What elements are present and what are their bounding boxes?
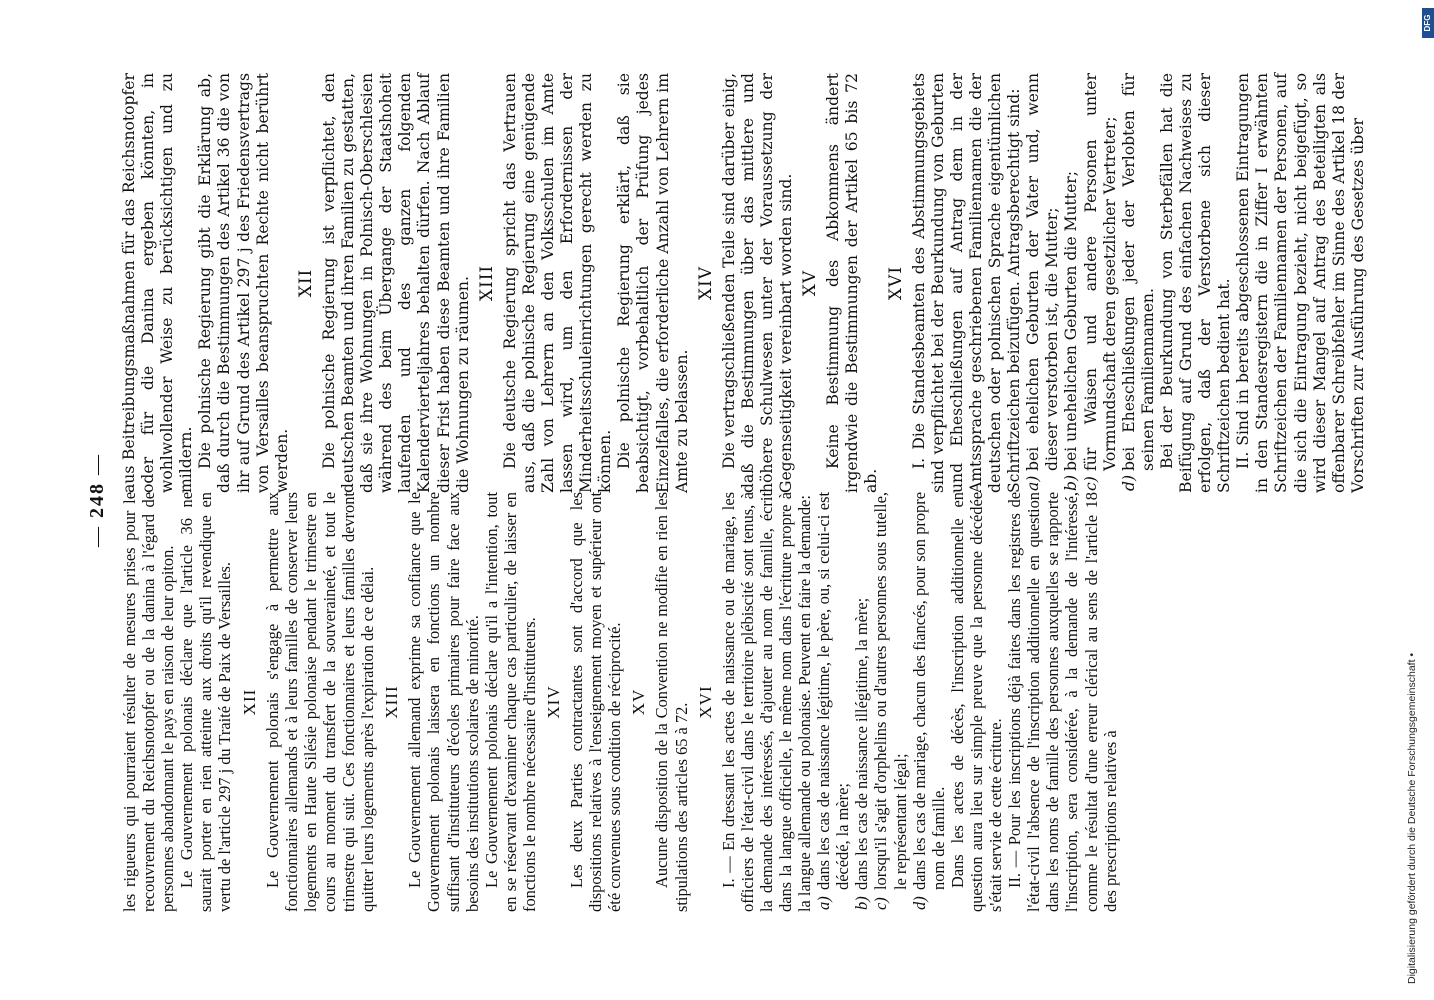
fr-paragraph-36: Le Gouvernement polonais déclare que l'article 36 ne saurait porter en rien atteinte aux droits qu'il revendique en vertu de l'article 297 j du Traité de Paix de Versailles. — [177, 492, 235, 912]
fr-paragraph-ii: II. — Pour les inscriptions déjà faites dans les registres de l'état-civil l'absence de l'inscription additionnelle en question dans les noms de famille des personnes auxquelles se rapporte l'inscription, sera considérée, à la demande de l'intéressé, comme le résultat d'une erreur clérical au sens de l'article 18 des prescriptions relatives à — [1005, 492, 1120, 912]
de-heading-xii: XII — [295, 268, 316, 298]
de-heading-xiii: XIII — [476, 264, 497, 302]
digitization-credit: Digitalisierung gefördert durch die Deutsche Forschungsgemeinschaft • — [1406, 652, 1418, 984]
de-paragraph-xii: Die polnische Regierung ist verpflichtet, den deutschen Beamten und ihren Familien zu gestatten, daß sie ihre Wohnungen in Polnisch-Oberschlesien während des beim Übergange der Staatshoheit laufenden und des ganzen folgenden Kalendervierteljahres behalten dürfen. Nach Ablauf dieser Frist haben diese Beamten und ihre Familien die Wohnungen zu räumen. — [319, 73, 472, 493]
de-heading-xvi: XVI — [885, 265, 906, 301]
fr-paragraph-xiii-2: Le Gouvernement polonais déclare qu'il a l'intention, tout en se réservant d'examiner chaque cas particulier, de laisser en fonctions le nombre nécessaire d'instituteurs. — [481, 492, 539, 912]
fr-heading-xv: XV — [629, 688, 649, 716]
fr-intro: les rigueurs qui pourraient résulter de mesures prises pour le recouvrement du Reichsnotopfer ou de la danina à l'égard de personnes abandonnant le pays en raison de leur opiton. — [120, 492, 178, 912]
fr-heading-xiii: XIII — [382, 685, 402, 719]
de-intro: aus Beitreibungsmaßnahmen für das Reichsnotopfer oder für die Danina ergeben könnten, in wohlwollender Weise zu berücksichtigen und zu mildern. — [120, 73, 196, 493]
de-paragraph-xiv: Die vertragschließenden Teile sind darüber einig, daß die Bestimmungen über das mittlere und höhere Schulwesen unter der Voraussetzung der Gegenseitigkeit vereinbart worden sind. — [719, 73, 796, 493]
de-paragraph-xvi-1: I. Die Standesbeamten des Abstimmungsgebiets sind verpflichtet bei der Beurkundung von Geburten und Eheschließungen auf Antrag dem in der Amtssprache geschriebenen Familiennamen die der deutschen oder polnischen Sprache eigentümlichen Schriftzeichen beizufügen. Antragsberechtigt sind: — [909, 73, 1024, 493]
fr-paragraph-xiv: Les deux Parties contractantes sont d'accord que les dispositions relatives à l'enseignement moyen et supérieur ont été convenues sous condition de réciprocité. — [567, 492, 625, 912]
fr-heading-xvi: XVI — [695, 685, 715, 719]
list-item: c) für Waisen und andere Personen unter Vormundschaft deren gesetzlicher Vertreter; — [1081, 73, 1119, 491]
list-item: d) bei Eheschließungen jeder der Verlobten für seinen Familiennamen. — [1119, 73, 1157, 491]
fr-heading-xii: XII — [239, 688, 259, 716]
fr-paragraph-deces: Dans les actes de décès, l'inscription additionnelle en question aura lieu sur simple preuve que la personne décédée s'était servie de cette écriture. — [947, 492, 1006, 912]
fr-paragraph-xv: Aucune disposition de la Convention ne modifie en rien les stipulations des articles 65 à 72. — [652, 492, 691, 912]
list-item: a) bei ehelichen Geburten der Vater und, wenn dieser verstorben ist, die Mutter; — [1024, 73, 1062, 491]
fr-paragraph-xiii-1: Le Gouvernement allemand exprime sa confiance que le Gouvernement polonais laissera en fonctions un nombre suffisant d'instituteurs d'écoles primaires pour faire face aux besoins des institutions scolaires de minorité. — [405, 492, 482, 912]
de-paragraph-xv: Keine Bestimmung des Abkommens ändert irgendwie die Bestimmungen der Artikel 65 bis 72 ab. — [824, 73, 881, 493]
de-paragraph-xiii-1: Die deutsche Regierung spricht das Vertrauen aus, daß die polnische Regierung eine genügende Zahl von Lehrern an den Volksschulen im Amte lassen wird, um den Erfordernissen der Minderheitsschuleinrichtungen gerecht werden zu können. — [500, 73, 615, 493]
de-heading-xv: XV — [800, 269, 821, 297]
list-item: a) dans les cas de naissance légitime, le père, ou, si celui-ci est décédé, la mère; — [814, 492, 853, 910]
fr-heading-xiv: XIV — [543, 685, 563, 719]
list-item: d) dans les cas de mariage, chacun des fiancés, pour son propre nom de famille. — [909, 492, 948, 910]
de-paragraph-36: Die polnische Regierung gibt die Erklärung ab, daß durch die Bestimmungen des Artikel 36 die von ihr auf Grund des Artikel 297 j des Friedensvertrags von Versailles beanspruchten Rechte nicht berührt werden. — [196, 73, 291, 493]
running-head: — 248 — — [86, 453, 108, 547]
fr-paragraph-xii: Le Gouvernement polonais s'engage à permettre aux fonctionnaires allemands et à leurs familles de conserver leurs logements en Haute Silésie polonaise pendant le trimestre en cours au moment du transfert de la souveraineté, et tout le trimestre qui suit. Ces fonctionnaires et leurs familles devront quitter leurs logements après l'expiration de ce délai. — [262, 492, 378, 912]
dfg-logo: DFG — [1422, 8, 1434, 38]
german-column — [120, 73, 1367, 493]
list-item: b) bei unehelichen Geburten die Mutter; — [1062, 170, 1081, 491]
de-paragraph-sterbe: Bei der Beurkundung von Sterbefällen hat die Beifügung auf Grund des einfachen Nachweises zu erfolgen, daß der Verstorbene sich dieser Schriftzeichen bedient hat. — [1157, 73, 1234, 493]
de-paragraph-ii: II. Sind in bereits abgeschlossenen Eintragungen in den Standesregistern die in Ziffer I erwähnten Schriftzeichen der Familiennamen der Personen, auf die sich die Eintragung bezieht, nicht beigefügt, so wird dieser Mangel auf Antrag des Beteiligten als offenbarer Schreibfehler im Sinne des Artikel 18 der Vorschriften zur Ausführung des Gesetzes über — [1234, 73, 1367, 493]
fr-paragraph-xvi-1: I. — En dressant les actes de naissance ou de mariage, les officiers de l'état-civil dans le territoire plébiscité sont tenus, à la demande des intéressés, d'ajouter au nom de famille, écrit dans la langue officielle, le même nom dans l'écriture propre à la langue allemande ou polonaise. Peuvent en faire la demande: — [718, 492, 815, 912]
page-number: 248 — [86, 482, 108, 518]
list-item: b) dans les cas de naissance illégitime, la mère; — [852, 597, 872, 910]
french-column — [120, 492, 1350, 912]
list-item: c) lorsqu'il s'agit d'orphelins ou d'autres personnes sous tutelle, le représentant légal; — [871, 492, 910, 910]
de-heading-xiv: XIV — [695, 265, 716, 301]
de-paragraph-xiii-2: Die polnische Regierung erklärt, daß sie beabsichtigt, vorbehaltlich der Prüfung jedes Einzelfalles, die erforderliche Anzahl von Lehrern im Amte zu belassen. — [615, 73, 691, 493]
